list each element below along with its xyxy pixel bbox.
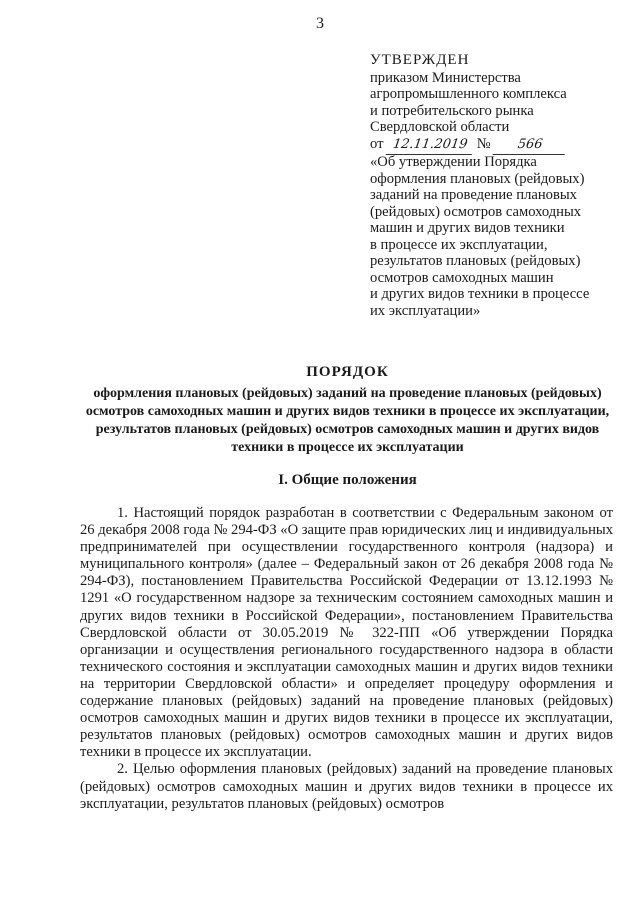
handwritten-number: 566 [493,137,567,155]
approval-heading: УТВЕРЖДЕН [370,52,470,68]
from-label: от [370,135,384,152]
approval-about-line: «Об утверждении Порядка [370,154,537,170]
approval-line: Свердловской области [370,119,510,135]
approval-line: и потребительского рынка [370,102,534,119]
paragraph-2: 2. Целью оформления плановых (рейдовых) заданий на проведение плановых (рейдовых) осмотров самоходных машин и других видов техники в процессе их эксплуатации, результатов плановых (рейдовых) осмотров [80,761,613,812]
approval-about-line: результатов плановых (рейдовых) [370,253,581,269]
approval-about-line: и других видов техники в процессе [370,286,590,302]
paragraph-2-wrapper [80,761,613,827]
approval-about-line: осмотров самоходных машин [370,269,554,286]
document-title [80,364,615,457]
approval-about-line: машин и других видов техники [370,220,565,236]
approval-block [370,52,632,319]
approval-line: агропромышленного комплекса [370,86,567,102]
approval-about-line: оформления плановых (рейдовых) [370,170,585,187]
title-subtitle: оформления плановых (рейдовых) заданий на проведение плановых (рейдовых) осмотров самоходных машин и других видов техники в процессе их эксплуатации, результатов плановых (рейдовых) осмотров самоходных машин и других видов техники в процессе их эксплуатации [85,386,610,455]
approval-about-line: заданий на проведение плановых [370,187,577,203]
number-label: № [476,135,491,152]
order-date-number-line [370,136,632,155]
approval-about-line: их эксплуатации» [370,302,481,319]
section-heading: I. Общие положения [278,472,417,488]
body-text [80,505,613,827]
title-main: ПОРЯДОК [306,364,389,380]
paragraph-1: 1. Настоящий порядок разработан в соответствии с Федеральным законом от 26 декабря 2008 года № 294-ФЗ «О защите прав юридических лиц и индивидуальных предпринимателей при осуществлении государственного контроля (надзора) и муниципального контроля» (далее – Федеральный закон от 26 декабря 2008 года № 294-ФЗ), постановлением Правительства Российской Федерации от 13.12.1993 № 1291 «О государственном надзоре за техническим состоянием самоходных машин и других видов техники в Российской Федерации», постановлением Правительства Свердловской области от 30.05.2019 № 322-ПП «Об утверждении Порядка организации и осуществления регионального государственного надзора в области технического состояния и эксплуатации самоходных машин и других видов техники на территории Свердловской области» и определяет процедуру оформления и содержание плановых (рейдовых) заданий на проведение плановых (рейдовых) осмотров самоходных машин и других видов техники в процессе их эксплуатации, результатов плановых (рейдовых) осмотров самоходных машин и других видов техники в процессе их эксплуатации. [80,505,613,761]
approval-about-line: (рейдовых) осмотров самоходных [370,203,582,220]
approval-line: приказом Министерства [370,69,521,86]
handwritten-date: 12.11.2019 [386,137,474,155]
page-number: 3 [316,15,324,32]
approval-about-line: в процессе их эксплуатации, [370,236,548,253]
